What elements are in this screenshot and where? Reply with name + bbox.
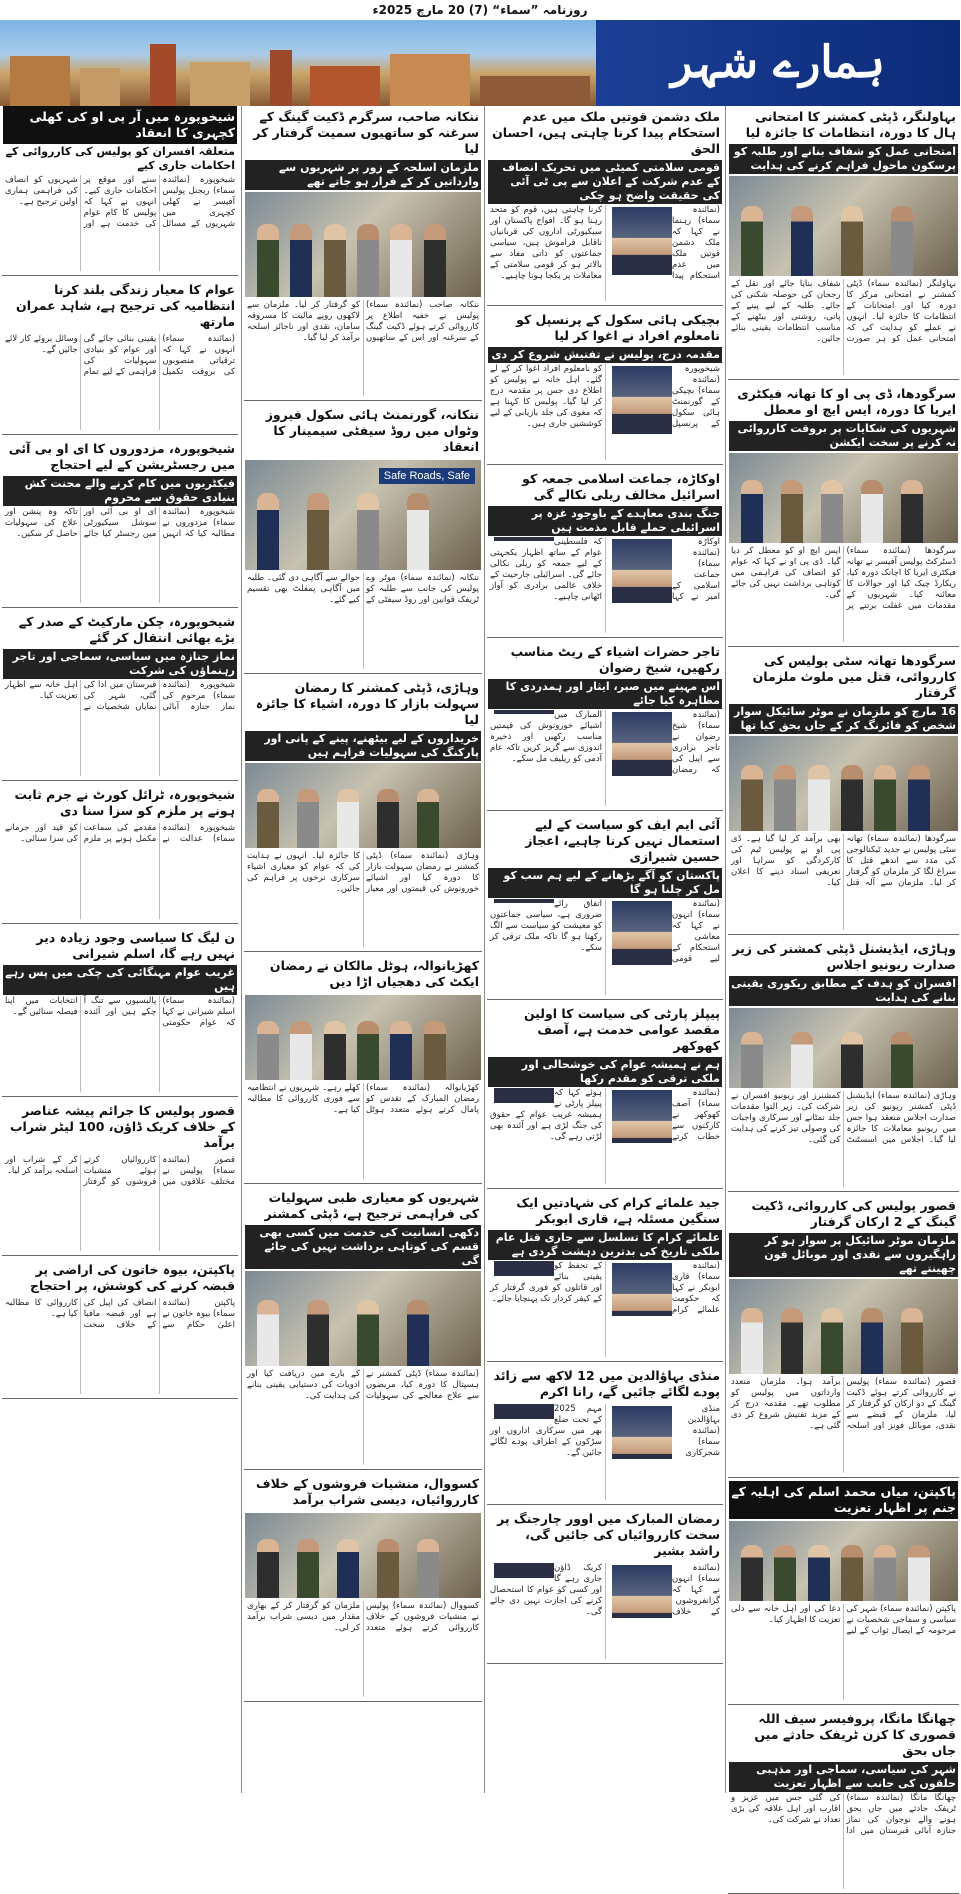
story-photo [245,1271,481,1366]
story-subheadline: خریداروں کے لیے بیٹھنے، پینے کے پانی اور پارکنگ کی سہولیات فراہم ہیں [245,731,481,761]
story-body: (نمائندہ سماء) انہوں نے کہا کہ ترقیاتی منصوبوں کی بروقت تکمیل یقینی بنائی جائے گی اور عوام کو بنیادی سہولیات کی فراہمی کے لیے تمام وسائل بروئے کار لائے جائیں گے۔ [5,334,235,377]
photo-person [290,224,312,298]
story-subheadline: افسران کو ہدف کے مطابق ریکوری یقینی بنانے کی ہدایت [729,976,958,1006]
photo-person [841,206,863,276]
news-story [729,1708,958,1890]
story-divider [244,1701,482,1702]
photo-person [257,493,279,570]
news-story [729,1195,958,1474]
story-subheadline: جنگ بندی معاہدے کے باوجود غزہ پر اسرائیلی حملے قابل مذمت ہیں [488,506,722,536]
story-body: بہاولنگر (نمائندہ سماء) ڈپٹی کمشنر نے امتحانی مرکز کا دورہ کیا اور امتحانات کے انتظامات کا جائزہ لیا۔ انہوں نے عملے کو ہدایت کی کہ امتحانی عمل کو ہر صورت شفاف بنایا جائے اور نقل کے رجحان کی حوصلہ شکنی کی جائے۔ طلبہ کے لیے پینے کے پانی، روشنی اور بیٹھنے کے مناسب انتظامات یقینی بنائے جائیں۔ [731,279,956,344]
photo-person [908,765,930,832]
story-divider [487,464,723,465]
news-story [3,438,237,604]
news-story [729,383,958,643]
story-headline: شیخوپورہ، مزدوروں کا ای او بی آئی میں رجسٹریشن کے لیے احتجاج [8,441,235,472]
story-photo [245,1513,481,1598]
photo-person [741,480,763,543]
story-headline: رمضان المبارک میں اوور چارجنگ پر سخت کارروائیاں کی جائیں گی، راشد بشیر [497,1511,720,1558]
story-photo [245,192,481,297]
photo-person [257,1021,279,1081]
story-photo [729,176,958,276]
news-story [245,955,481,1180]
photo-person [290,1021,312,1081]
story-headline: سرگودھا تھانہ سٹی پولیس کی کارروائی، قتل میں ملوث ملزمان گرفتار [752,653,956,700]
story-body: قصور (نمائندہ سماء) پولیس نے کارروائی کرتے ہوئے ڈکیت گینگ کے دو ارکان کو گرفتار کر لیا، ملزمان کے قبضے سے نقدی، موبائل فونز اور اسلحہ برآمد ہوا۔ ملزمان متعدد وارداتوں میں پولیس کو مطلوب تھے۔ مقدمہ درج کر کے مزید تفتیش شروع کر دی گئی ہے۔ [731,1377,956,1431]
photo-person [417,789,439,849]
news-story [245,404,481,670]
story-divider [2,275,238,276]
news-story [729,938,958,1188]
photo-banner-text: Safe Roads, Safe [379,468,475,484]
photo-person [841,1545,863,1601]
story-subheadline: 16 مارچ کو ملزمان نے موٹر سائیکل سوار شخص کو فائرنگ کر کے جاں بحق کیا تھا [729,704,958,734]
story-body: ننکانہ صاحب (نمائندہ سماء) پولیس نے خفیہ اطلاع پر کارروائی کرتے ہوئے ڈکیت گینگ کے سرغنہ اور اس کے ساتھیوں کو گرفتار کر لیا۔ ملزمان سے لاکھوں روپے مالیت کا مسروقہ سامان، نقدی اور ناجائز اسلحہ برآمد کر لیا گیا۔ [247,300,479,343]
story-body: چھانگا مانگا (نمائندہ سماء) ٹریفک حادثے میں جاں بحق ہونے والے نوجوان کی نماز جنازہ آبائی قبرستان میں ادا کی گئی جس میں عزیز و اقارب اور اہل علاقہ کی بڑی تعداد نے شرکت کی۔ [731,1793,956,1836]
story-divider [728,934,959,935]
photo-person [891,1032,913,1088]
story-headline: کھڑیانوالہ، ہوٹل مالکان نے رمضان ایکٹ کی دھجیاں اڑا دیں [269,958,479,989]
photo-person [257,1539,279,1599]
portrait-photo [612,366,672,434]
story-headline: تاجر حضرات اشیاء کے ریٹ مناسب رکھیں، شیخ رضوان [510,644,720,675]
story-body: سرگودھا (نمائندہ سماء) ڈسٹرکٹ پولیس آفیسر نے تھانہ فیکٹری ایریا کا اچانک دورہ کیا، ریکارڈ چیک کیا اور حوالات کا معائنہ کیا۔ شہریوں کے مقدمات میں غفلت برتنے پر ایس ایچ او کو معطل کر دیا گیا۔ ڈی پی او نے کہا کہ عوام کو انصاف کی فراہمی میں کوتاہی برداشت نہیں کی جائے گی۔ [731,546,956,611]
story-divider [728,646,959,647]
story-divider [244,400,482,401]
column-1 [725,106,961,1836]
story-subheadline: غریب عوام مہنگائی کی چکی میں پس رہے ہیں [3,965,237,995]
story-subheadline: نماز جنازہ میں سیاسی، سماجی اور تاجر رہنماؤں کی شرکت [3,649,237,679]
portrait-photo [494,1563,672,1618]
story-subheadline: ملزمان اسلحہ کے زور پر شہریوں سے وارداتیں کر کے فرار ہو جاتے تھے [245,160,481,190]
story-headline: سرگودھا، ڈی پی او کا تھانہ فیکٹری ایریا کا دورہ، ایس ایچ او معطل [737,386,956,417]
news-story [488,641,722,807]
news-story [488,106,722,302]
photo-person [861,480,883,543]
story-headline: شہریوں کو معیاری طبی سہولیات کی فراہمی ترجیح ہے، ڈپٹی کمشنر [264,1190,479,1221]
photo-person [390,1021,412,1081]
photo-person [337,1539,359,1599]
story-divider [487,1663,723,1664]
story-photo [729,453,958,543]
photo-person [891,206,913,276]
column-2 [484,106,725,1793]
column-3 [241,106,484,1793]
story-photo [245,995,481,1080]
portrait-photo [494,899,672,965]
story-divider [2,923,238,924]
story-body: (نمائندہ سماء) اسلم شیرانی نے کہا کہ عوام حکومتی پالیسیوں سے تنگ آ چکے ہیں اور آئندہ انتخابات میں اپنا فیصلہ سنائیں گے۔ [5,996,235,1028]
photo-person [407,493,429,570]
story-headline: پاکپتن، بیوہ خاتون کی اراضی پر قبضہ کرنے کی کوشش، پر احتجاج [29,1262,235,1293]
news-story [3,927,237,1093]
story-photo [729,1521,958,1601]
news-story [3,1100,237,1252]
story-body: شیخوپورہ (نمائندہ سماء) بچیکی کے گورنمنٹ ہائی سکول کے پرنسپل کو نامعلوم افراد اغوا کر کے لے گئے۔ اہل خانہ نے پولیس کو اطلاع دی جس پر مقدمہ درج کر لیا گیا۔ پولیس کا کہنا ہے کہ مغوی کی جلد بازیابی کے لیے کوششیں جاری ہیں۔ [488,363,722,461]
story-photo [729,1008,958,1088]
photo-person [741,1308,763,1375]
story-photo [729,1279,958,1374]
photo-person [424,1021,446,1081]
story-divider [487,1504,723,1505]
story-divider [2,434,238,435]
story-headline: بچیکی ہائی سکول کے پرنسپل کو نامعلوم افراد نے اغوا کر لیا [516,312,720,343]
story-divider [2,1255,238,1256]
masthead: روزنامہ ”سماء“ (7) 20 مارچ 2025ء [0,0,960,21]
news-story [245,106,481,397]
story-body: (نمائندہ سماء) قاری ابوبکر نے کہا کہ حکومت علمائے کرام کے تحفظ کو یقینی بنائے اور قاتلوں کو فوری گرفتار کر کے کیفر کردار تک پہنچایا جائے۔ [490,1261,720,1315]
story-body: اوکاڑہ (نمائندہ سماء) جماعت اسلامی کے امیر نے کہا کہ فلسطینی عوام کے ساتھ اظہار یکجہتی کے لیے جمعہ کو ریلی نکالی جائے گی۔ اسرائیلی جارحیت کے خلاف عالمی برادری کو آواز اٹھانی چاہیے۔ [490,537,720,602]
story-headline: وہاڑی، ڈپٹی کمشنر کا رمضان سہولت بازار کا دورہ، اشیاء کا جائزہ لیا [255,680,479,727]
story-headline: پیپلز پارٹی کی سیاست کا اولین مقصد عوامی خدمت ہے، آصف کھوکھر [523,1006,720,1053]
story-divider [487,305,723,306]
story-divider [487,999,723,1000]
story-body: شیخوپورہ (نمائندہ سماء) مرحوم کی نماز جنازہ آبائی قبرستان میں ادا کی گئی، شہر کی نمایاں شخصیات نے اہل خانہ سے اظہار تعزیت کیا۔ [5,680,235,712]
story-body: ننکانہ (نمائندہ سماء) موٹر وے پولیس کی جانب سے طلبہ کو ٹریفک قوانین اور روڈ سیفٹی کے حوالے سے آگاہی دی گئی۔ طلبہ میں آگاہی پمفلٹ بھی تقسیم کیے گئے۔ [247,573,479,605]
photo-person [390,224,412,298]
story-body: (نمائندہ سماء) شیخ رضوان نے تاجر برادری سے اپیل کی کہ رمضان المبارک میں اشیائے خورونوش کی قیمتیں مناسب رکھیں اور ذخیرہ اندوزی سے گریز کریں تاکہ عام آدمی کو ریلیف مل سکے۔ [490,710,720,775]
photo-person [297,789,319,849]
column-4 [0,106,240,1793]
section-title: ہمارے شہر [596,20,960,106]
story-divider [2,1096,238,1097]
photo-person [841,1032,863,1088]
photo-person [324,1021,346,1081]
story-headline: آئی ایم ایف کو سیاست کے لیے استعمال نہیں کرنا چاہیے، اعجاز حسین شیرازی [525,817,720,864]
photo-person [741,1032,763,1088]
story-subheadline: شہر کی سیاسی، سماجی اور مذہبی حلقوں کی جانب سے اظہار تعزیت [729,1762,958,1792]
photo-person [741,206,763,276]
story-body: پاکپتن (نمائندہ سماء) شہر کی سیاسی و سماجی شخصیات نے مرحومہ کے ایصال ثواب کے لیے دعا کی اور اہل خانہ سے دلی تعزیت کا اظہار کیا۔ [731,1604,956,1636]
photo-person [357,1021,379,1081]
photo-person [417,1539,439,1599]
story-headline: کسووال، منشیات فروشوں کے خلاف کارروائیاں، دیسی شراب برآمد [256,1476,479,1507]
news-story [488,1365,722,1501]
news-story [729,650,958,931]
news-story [488,1003,722,1185]
photo-person [841,765,863,832]
news-story [3,279,237,431]
story-body: سرگودھا (نمائندہ سماء) تھانہ سٹی پولیس نے جدید ٹیکنالوجی کی مدد سے اندھے قتل کا سراغ لگا کر ملزمان کو گرفتار کر لیا۔ ملزمان سے آلہ قتل بھی برآمد کر لیا گیا ہے۔ ڈی پی او نے پولیس ٹیم کی کارکردگی کو سراہا اور تعریفی اسناد دینے کا اعلان کیا۔ [731,834,956,888]
story-subheadline: متعلقہ افسران کو پولیس کی کارروائی کے احکامات جاری کیے [5,145,235,172]
photo-person [791,206,813,276]
story-headline: شیخوپورہ، ٹرائل کورٹ نے جرم ثابت ہونے پر ملزم کو سزا سنا دی [14,787,235,818]
story-divider [728,1191,959,1192]
story-headline: قصور پولیس کی کارروائی، ڈکیت گینگ کے 2 ارکان گرفتار [751,1198,956,1229]
story-body: منڈی بہاؤالدین (نمائندہ سماء) شجرکاری مہم 2025 کے تحت ضلع بھر میں سرکاری اداروں اور سڑکوں کے اطراف پودے لگائے جائیں گے۔ [490,1404,720,1458]
photo-person [874,765,896,832]
photo-person [808,765,830,832]
portrait-photo [494,710,672,776]
portrait-photo [494,1261,672,1316]
photo-person [257,224,279,298]
story-subheadline: فیکٹریوں میں کام کرنے والے محنت کش بنیادی حقوق سے محروم [3,476,237,506]
story-body: شیخوپورہ (نمائندہ سماء) عدالت نے مقدمے کی سماعت مکمل ہونے پر ملزم کو قید اور جرمانے کی سزا سنائی۔ [5,823,235,844]
photo-person [861,1308,883,1375]
photo-person [774,1545,796,1601]
news-story [3,611,237,777]
story-body: (نمائندہ سماء) ڈپٹی کمشنر نے ہسپتال کا دورہ کیا، مریضوں سے علاج معالجے کی سہولیات کے بارے میں دریافت کیا اور ادویات کی دستیابی یقینی بنانے کی ہدایت کی۔ [247,1369,479,1401]
story-subheadline: دکھی انسانیت کی خدمت میں کسی بھی قسم کی کوتاہی برداشت نہیں کی جائے گی [245,1225,481,1269]
story-divider [728,1704,959,1705]
story-body: کھڑیانوالہ (نمائندہ سماء) رمضان المبارک کے تقدس کو پامال کرتے ہوئے متعدد ہوٹل کھلے رہے۔ شہریوں نے انتظامیہ سے فوری کارروائی کا مطالبہ کیا ہے۔ [247,1083,479,1115]
photo-person [357,1300,379,1367]
story-photo [245,460,481,570]
story-subheadline: مقدمہ درج، پولیس نے تفتیش شروع کر دی [488,347,722,363]
photo-person [741,765,763,832]
story-subheadline: ہم نے ہمیشہ عوام کی خوشحالی اور ملکی ترقی کو مقدم رکھا [488,1057,722,1087]
story-headline: منڈی بہاؤالدین میں 12 لاکھ سے زائد پودے لگائے جائیں گے، رانا اکرم [493,1368,720,1399]
news-story [3,784,237,920]
story-body: پاکپتن (نمائندہ سماء) بیوہ خاتون نے اعلیٰ حکام سے انصاف کی اپیل کی ہے اور قبضہ مافیا کے خلاف سخت کارروائی کا مطالبہ کیا ہے۔ [5,1298,235,1330]
section-banner [0,20,960,106]
photo-person [307,493,329,570]
story-headline: عوام کا معیار زندگی بلند کرنا انتظامیہ کی ترجیح ہے، شاہد عمران مارتھ [16,282,235,329]
story-headline: جید علمائے کرام کی شہادتیں ایک سنگین مسئلہ ہے، قاری ابوبکر [516,1195,720,1226]
photo-person [791,1032,813,1088]
photo-person [908,1545,930,1601]
story-headline: قصور پولیس کا جرائم پیشہ عناصر کے خلاف کریک ڈاؤن، 100 لیٹر شراب برآمد [10,1103,235,1150]
news-story [729,106,958,376]
news-story [245,677,481,948]
photo-person [874,1545,896,1601]
news-story [245,1473,481,1698]
photo-person [257,1300,279,1367]
story-subheadline: امتحانی عمل کو شفاف بنانے اور طلبہ کو پرسکون ماحول فراہم کرنے کی ہدایت [729,144,958,174]
story-divider [244,1469,482,1470]
story-headline: پاکپتن، میاں محمد اسلم کی اہلیہ کے جنم پر اظہار تعزیت [729,1481,958,1519]
story-headline: شیخوپورہ، چکن مارکیٹ کے صدر کے بڑے بھائی انتقال کر گئے [18,614,235,645]
photo-person [407,1300,429,1367]
story-headline: ن لیگ کا سیاسی وجود زیادہ دیر نہیں رہے گا، اسلم شیرانی [36,930,235,961]
story-subheadline: قومی سلامتی کمیٹی میں تحریک انصاف کے عدم شرکت کے اعلان سے پی ٹی آئی کی حقیقت واضح ہو چکی [488,160,722,204]
photo-person [257,789,279,849]
photo-person [774,765,796,832]
story-photo [245,763,481,848]
story-headline: شیخوپورہ میں آر پی او کی کھلی کچہری کا انعقاد [3,106,237,144]
portrait-photo [494,1088,672,1143]
photo-person [307,1300,329,1367]
story-body: (نمائندہ سماء) رہنما نے کہا کہ ملک دشمن قوتیں ملک میں عدم استحکام پیدا کرنا چاہتی ہیں، قوم کو متحد رہنا ہو گا۔ افواج پاکستان اور سیکیورٹی اداروں کی قربانیاں ناقابل فراموش ہیں، سیاسی جماعتوں کو ذاتی مفاد سے بالاتر ہو کر قومی سلامتی کے معاملات پر یکجا ہونا چاہیے۔ [490,205,720,281]
story-divider [2,1398,238,1399]
story-body: وہاڑی (نمائندہ سماء) ایڈیشنل ڈپٹی کمشنر ریونیو کی زیر صدارت اجلاس منعقد ہوا جس میں ریونیو معاملات کا جائزہ لیا گیا۔ اجلاس میں اسسٹنٹ کمشنرز اور ریونیو افسران نے شرکت کی۔ زیر التوا مقدمات جلد نمٹانے اور سرکاری واجبات کی وصولی تیز کرنے کی ہدایت کی گئی۔ [731,1091,956,1145]
story-divider [2,607,238,608]
news-story [245,1187,481,1466]
story-headline: وہاڑی، ایڈیشنل ڈپٹی کمشنر کی زیر صدارت ریونیو اجلاس [732,941,956,972]
photo-person [377,789,399,849]
story-subheadline: اس مہینے میں صبر، ایثار اور ہمدردی کا مظاہرہ کیا جائے [488,679,722,709]
story-divider [728,1477,959,1478]
news-story [729,1481,958,1701]
story-headline: ننکانہ، گورنمنٹ ہائی سکول فیروز وٹواں میں روڈ سیفٹی سیمینار کا انعقاد [265,407,479,454]
story-divider [487,1188,723,1189]
portrait-photo [494,537,672,603]
photo-person [781,1308,803,1375]
photo-person [424,224,446,298]
story-photo [729,736,958,831]
photo-person [357,493,379,570]
photo-person [901,480,923,543]
photo-person [781,480,803,543]
news-story [488,1508,722,1660]
story-body: (نمائندہ سماء) انہوں نے کہا کہ گرانفروشوں کے خلاف کریک ڈاؤن جاری رہے گا اور کسی کو عوام کا استحصال کرنے کی اجازت نہیں دی جائے گی۔ [490,1563,720,1617]
story-body: شیخوپورہ (نمائندہ سماء) مزدوروں نے مطالبہ کیا کہ انہیں ای او بی آئی اور سوشل سیکیورٹی میں رجسٹر کیا جائے تاکہ وہ پنشن اور علاج کی سہولیات حاصل کر سکیں۔ [5,507,235,539]
story-subheadline: ملزمان موٹر سائیکل پر سوار ہو کر راہگیروں سے نقدی اور موبائل فون چھینتے تھے [729,1233,958,1277]
story-divider [487,1361,723,1362]
story-divider [244,1183,482,1184]
photo-person [821,1308,843,1375]
story-divider [2,780,238,781]
story-divider [244,673,482,674]
story-body: وہاڑی (نمائندہ سماء) ڈپٹی کمشنر نے رمضان سہولت بازار کا دورہ کیا اور اشیائے خورونوش کی قیمتوں اور معیار کا جائزہ لیا۔ انہوں نے ہدایت کی کہ عوام کو معیاری اشیاء سرکاری نرخوں پر فراہم کی جائیں۔ [247,851,479,894]
story-body: کسووال (نمائندہ سماء) پولیس نے منشیات فروشوں کے خلاف کارروائی کرتے ہوئے متعدد ملزمان کو گرفتار کر کے بھاری مقدار میں دیسی شراب برآمد کر لی۔ [247,1601,479,1633]
news-story [488,309,722,461]
story-divider [487,810,723,811]
story-body: (نمائندہ سماء) آصف کھوکھر نے کارکنوں سے خطاب کرتے ہوئے کہا کہ پیپلز پارٹی نے ہمیشہ غریب عوام کے حقوق کی جنگ لڑی ہے اور آئندہ بھی لڑتی رہے گی۔ [490,1088,720,1142]
news-story [3,106,237,272]
news-story [488,468,722,634]
photo-person [337,789,359,849]
story-headline: ننکانہ صاحب، سرگرم ڈکیت گینگ کے سرغنہ کو ساتھیوں سمیت گرفتار کر لیا [253,109,479,156]
story-subheadline: شہریوں کی شکایات پر بروقت کارروائی نہ کرنے پر سخت ایکشن [729,421,958,451]
photo-person [377,1539,399,1599]
banner-photo [0,20,596,106]
photo-person [297,1539,319,1599]
story-subheadline: علمائے کرام کا تسلسل سے جاری قتل عام ملکی تاریخ کی بدترین دہشت گردی ہے [488,1230,722,1260]
story-body: شیخوپورہ (نمائندہ سماء) ریجنل پولیس آفیسر نے کھلی کچہری میں شہریوں کے مسائل سنے اور موقع پر احکامات جاری کیے۔ انہوں نے کہا کہ پولیس کا کام عوام کی خدمت ہے اور شہریوں کو انصاف کی فراہمی ہماری اولین ترجیح ہے۔ [5,175,235,229]
news-story [488,814,722,996]
story-headline: ملک دشمن قوتیں ملک میں عدم استحکام پیدا کرنا چاہتی ہیں، احسان الحق [492,109,720,156]
story-headline: بہاولنگر، ڈپٹی کمشنر کا امتحانی ہال کا دورہ، انتظامات کا جائزہ لیا [745,109,956,140]
photo-person [741,1545,763,1601]
story-headline: چھانگا مانگا، پروفیسر سیف اللہ قصوری کا کزن ٹریفک حادثے میں جاں بحق [754,1711,956,1758]
photo-person [901,1308,923,1375]
photo-person [357,224,379,298]
portrait-photo [494,1404,672,1459]
photo-person [808,1545,830,1601]
story-divider [244,951,482,952]
story-headline: اوکاڑہ، جماعت اسلامی جمعہ کو اسرائیل مخالف ریلی نکالے گی [522,471,720,502]
news-story [488,1192,722,1358]
news-story [3,1259,237,1395]
story-body: قصور (نمائندہ سماء) پولیس نے مختلف علاقوں میں کارروائیاں کرتے ہوئے منشیات فروشوں کو گرفتار کر کے شراب اور اسلحہ برآمد کر لیا۔ [5,1155,235,1187]
portrait-photo [612,207,672,275]
story-divider [728,379,959,380]
photo-person [324,224,346,298]
story-divider [487,637,723,638]
story-subheadline: پاکستان کو آگے بڑھانے کے لیے ہم سب کو مل کر چلنا ہو گا [488,868,722,898]
photo-person [821,480,843,543]
story-body: (نمائندہ سماء) انہوں نے کہا کہ معاشی استحکام کے لیے قومی اتفاق رائے ضروری ہے، سیاسی جماعتوں کو معیشت کو سیاست سے الگ رکھنا ہو گا تاکہ ملک ترقی کر سکے۔ [490,899,720,964]
